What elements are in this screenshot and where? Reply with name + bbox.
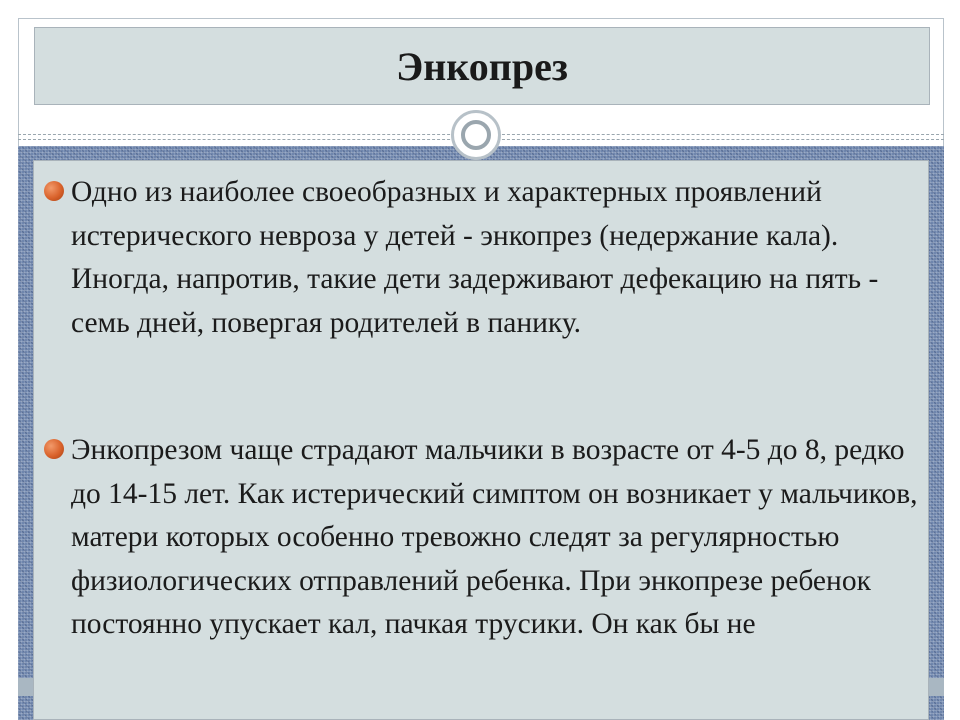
bullet-item <box>40 171 920 345</box>
bullet-text: Одно из наиболее своеобразных и характерных проявлений истерического невроза у детей - энкопрез (недержание кала). Иногда, напротив, такие дети задерживают дефекацию на пять - семь дней, повергая родителей в панику. <box>71 176 879 339</box>
orange-dot-icon <box>44 181 64 201</box>
bullet-item <box>40 429 920 647</box>
ring-icon <box>451 110 501 160</box>
orange-dot-icon <box>44 439 64 459</box>
slide-title: Энкопрез <box>396 43 568 89</box>
ring-inner <box>461 120 491 150</box>
bullet-text: Энкопрезом чаще страдают мальчики в возрасте от 4-5 до 8, редко до 14-15 лет. Как истерический симптом он возникает у мальчиков, матери которых особенно тревожно следят за регулярностью физиологических отправлений ребенка. При энкопрезе ребенок постоянно упускает кал, пачкая трусики. Он как бы не <box>71 434 918 640</box>
title-box <box>34 27 930 105</box>
bullet-list <box>40 171 920 647</box>
